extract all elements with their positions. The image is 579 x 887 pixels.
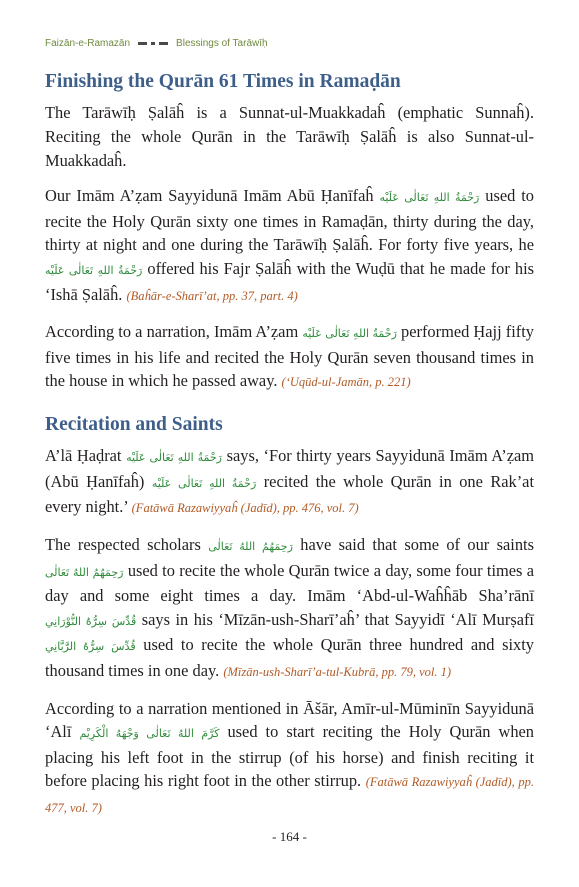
running-head-separator — [138, 42, 168, 45]
paragraph-tarawih-sunnat: The Tarāwīḥ Ṣalāĥ is a Sunnat-ul-Muakkadaĥ (emphatic Sunnaĥ). Reciting the whole Qurān in the Tarāwīḥ Ṣalāĥ is also Sunnat-ul-Muakkadaĥ. — [45, 103, 534, 170]
dua-calligraphy: رَحِمَهُمُ اللهُ تَعَالٰى — [45, 565, 124, 579]
paragraph-text: performed Ḥajj fifty five times in his life and recited the Holy Qurān seven thousand times in the house in which he passed away. — [45, 322, 534, 391]
section-heading-recitation-saints: Recitation and Saints — [45, 413, 223, 435]
running-head-book: Faizān-e-Ramazān — [45, 38, 131, 49]
dua-calligraphy: رَحْمَةُ اللهِ تَعَالٰى عَلَيْه — [151, 476, 257, 490]
citation: (Fatāwā Razawiyyaĥ (Jadīd), pp. 476, vol. 7) — [131, 501, 359, 516]
citation: (Fatāwā Razawiyyaĥ (Jadīd), pp. 477, vol. 7) — [45, 775, 534, 815]
paragraph-text: used to recite the whole Qurān three hundred and sixty thousand times in one day. — [45, 635, 534, 681]
paragraph-ala-hadrat — [45, 444, 534, 521]
dua-calligraphy: رَحْمَةُ اللهِ تَعَالٰى عَلَيْه — [45, 263, 143, 277]
paragraph-text: says in his ‘Mīzān-ush-Sharī’aĥ’ that Sayyidī ‘Alī Murṣafī — [141, 609, 534, 629]
paragraph-text: The respected scholars — [45, 535, 201, 555]
dua-calligraphy: رَحِمَهُمُ اللهُ تَعَالٰى — [208, 540, 293, 554]
paragraph-text: A’lā Ḥaḍrat — [45, 446, 122, 466]
paragraph-text: Our Imām A’ẓam Sayyidunā Imām Abū Ḥanīfaĥ — [45, 186, 374, 206]
dua-calligraphy: رَحْمَةُ اللهِ تَعَالٰى عَلَيْه — [379, 191, 480, 205]
citation: (Mīzān-ush-Sharī’a-tul-Kubrā, pp. 79, vol. 1) — [223, 665, 452, 680]
paragraph-text: offered his Fajr Ṣalāĥ with the Wuḍū that he made for his ‘Ishā Ṣalāĥ. — [45, 258, 535, 304]
paragraph-text: According to a narration mentioned in Āšār, Amīr-ul-Mūminīn Sayyidunā ‘Alī — [45, 698, 534, 742]
paragraph-text: says, ‘For thirty years Sayyidunā Imām A’ẓam (Abū Ḥanīfaĥ) — [45, 446, 535, 491]
dua-calligraphy: رَحْمَةُ اللهِ تَعَالٰى عَلَيْه — [302, 327, 397, 341]
running-head-chapter: Blessings of Tarāwīḥ — [176, 38, 268, 49]
citation: (Baĥār-e-Sharī’at, pp. 37, part. 4) — [126, 288, 298, 303]
paragraph-hajj-narration — [45, 320, 534, 395]
citation: (‘Uqūd-ul-Jamān, p. 221) — [281, 375, 411, 390]
paragraph-text: have said that some of our saints — [300, 535, 534, 555]
section-heading-finishing-quran: Finishing the Qurān 61 Times in Ramaḍān — [45, 71, 401, 92]
paragraph-sayyiduna-ali — [45, 697, 534, 821]
paragraph-text: used to start reciting the Holy Qurān when placing his left foot in the stirrup (of his horse) and finish reciting it before placing his right foot in the other stirrup. — [45, 722, 534, 791]
paragraph-imam-abu-hanifa — [45, 184, 534, 308]
paragraph-text: recited the whole Qurān in one Rak’at every night.’ — [45, 471, 535, 517]
dua-calligraphy: كَرَّمَ اللهُ تَعَالٰى وَجْهَهُ الْكَرِيْم — [79, 727, 220, 741]
page-body — [45, 70, 534, 833]
dua-calligraphy: قُدِّسَ سِرُّهُ الرَّبَّانِي — [45, 640, 136, 654]
running-head — [45, 38, 268, 49]
paragraph-text: According to a narration, Imām A’ẓam — [45, 322, 299, 342]
dua-calligraphy: قُدِّسَ سِرُّهُ النُّوْرَانِي — [45, 614, 137, 628]
paragraph-text: used to recite the Holy Qurān sixty one times in Ramaḍān, thirty during the day, thirty at night and one during the Tarāwīḥ Ṣalāĥ. For forty five years, he — [45, 186, 534, 255]
paragraph-respected-scholars — [45, 533, 534, 685]
page-number: - 164 - — [272, 829, 307, 844]
paragraph-text: used to recite the whole Qurān twice a day, some four times a day and some eight times a day. Imām ‘Abd-ul-Waĥĥāb Sha’rānī — [45, 560, 534, 606]
dua-calligraphy: رَحْمَةُ اللهِ تَعَالٰى عَلَيْه — [126, 451, 222, 465]
